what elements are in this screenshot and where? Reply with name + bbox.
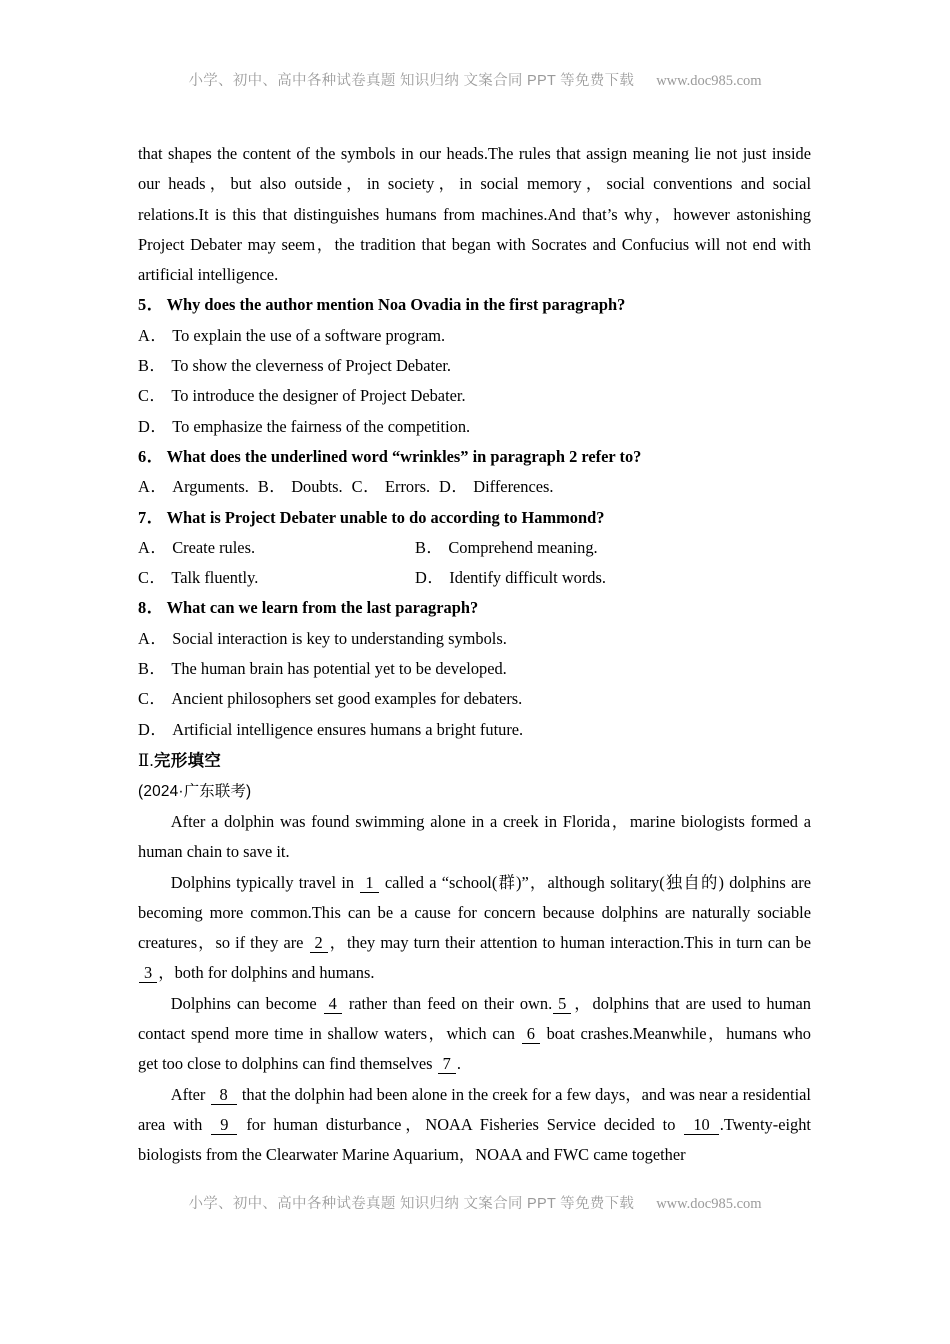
document-content [138, 139, 811, 1171]
section-heading-cloze [138, 745, 811, 777]
option-text: To emphasize the fairness of the competition. [172, 416, 471, 436]
cloze-blank-2[interactable]: 2 [310, 933, 328, 953]
option-text: Create rules. [172, 537, 256, 557]
question-8-number: 8． [138, 598, 164, 618]
cloze-text: .Twenty-eight biologists from the Clearwater Marine Aquarium，NOAA and FWC came together [138, 1114, 811, 1165]
cloze-blank-4[interactable]: 4 [324, 994, 342, 1014]
cloze-text: ，dolphins that are used to human contact spend more time in shallow waters，which can [138, 993, 811, 1044]
option-letter: B． [138, 356, 167, 376]
header-watermark-url: www.doc985.com [656, 73, 762, 89]
question-6-option-c[interactable] [352, 477, 430, 496]
cloze-text: Dolphins can become [170, 993, 317, 1013]
cloze-paragraph-1: After a dolphin was found swimming alone in a creek in Florida，marine biologists formed a human chain to save it. [138, 811, 811, 862]
option-letter: D． [415, 568, 445, 588]
option-letter: D． [138, 719, 168, 739]
cloze-blank-3[interactable]: 3 [139, 963, 157, 983]
cloze-blank-5[interactable]: 5 [553, 994, 571, 1014]
option-text: Arguments. [172, 477, 249, 497]
question-7-options-row-2 [138, 563, 811, 593]
option-text: To introduce the designer of Project Debater. [171, 386, 466, 406]
question-6-stem-text: What does the underlined word “wrinkles” in paragraph 2 refer to? [166, 446, 642, 466]
question-6-option-a[interactable] [138, 477, 249, 496]
option-text: Social interaction is key to understanding symbols. [172, 628, 507, 648]
option-letter: C． [138, 568, 167, 588]
option-letter: B． [257, 477, 287, 497]
option-letter: C． [351, 477, 380, 497]
question-5-option-b[interactable] [138, 351, 811, 381]
option-letter: A． [138, 477, 168, 497]
option-letter: B． [138, 659, 167, 679]
option-text: Differences. [473, 477, 554, 497]
cloze-text: After [170, 1084, 206, 1104]
option-text: Ancient philosophers set good examples for debaters. [171, 689, 523, 709]
question-6-option-d[interactable] [439, 477, 553, 496]
question-6-number: 6． [138, 446, 164, 466]
option-letter: D． [439, 477, 469, 497]
question-7-stem-text: What is Project Debater unable to do according to Hammond? [166, 507, 605, 527]
reading-passage-continuation: that shapes the content of the symbols in our heads.The rules that assign meaning lie not just inside our heads，but also outside，in society，in social memory，social conventions and social relations.It is this that distinguishes humans from machines.And that’s why，however astonishing Project Debater may seem，the tradition that began with Socrates and Confucius will not end with artificial intelligence. [138, 144, 811, 285]
cloze-paragraph-4 [138, 1080, 811, 1171]
section-source: (2024·广东联考) [138, 782, 252, 800]
cloze-text: called a “school(群)”，although solitary(独自的) dolphins are becoming more common.This can be a cause for concern because dolphins are naturally sociable creatures，so if they are [138, 872, 811, 953]
question-8-option-c[interactable] [138, 684, 811, 714]
question-5-option-c[interactable] [138, 381, 811, 411]
option-text: The human brain has potential yet to be developed. [171, 659, 507, 679]
option-text: Talk fluently. [171, 568, 259, 588]
question-8-option-d[interactable] [138, 715, 811, 745]
option-text: Artificial intelligence ensures humans a bright future. [172, 719, 524, 739]
cloze-blank-6[interactable]: 6 [522, 1024, 540, 1044]
option-text: To explain the use of a software program. [172, 325, 446, 345]
cloze-text: boat crashes.Meanwhile，humans who get too close to dolphins can find themselves [138, 1024, 811, 1074]
option-letter: C． [138, 386, 167, 406]
cloze-paragraph-3 [138, 989, 811, 1080]
option-letter: D． [138, 416, 168, 436]
footer-watermark-url: www.doc985.com [656, 1196, 762, 1212]
section-separator: . [149, 750, 155, 770]
section-title: 完形填空 [154, 751, 222, 770]
cloze-blank-8[interactable]: 8 [211, 1085, 237, 1105]
option-text: To show the cleverness of Project Debater. [171, 356, 452, 376]
question-5-option-d[interactable] [138, 412, 811, 442]
cloze-text: Dolphins typically travel in [170, 872, 355, 892]
question-7-option-d[interactable] [415, 563, 811, 593]
option-letter: B． [415, 537, 444, 557]
header-watermark-text: 小学、初中、高中各种试卷真题 知识归纳 文案合同 PPT 等免费下载 [188, 73, 635, 89]
question-7-option-a[interactable] [138, 533, 415, 563]
question-6-option-b[interactable] [258, 477, 343, 496]
cloze-blank-7[interactable]: 7 [438, 1054, 456, 1074]
option-letter: C． [138, 689, 167, 709]
cloze-blank-1[interactable]: 1 [360, 873, 378, 893]
cloze-text: for human disturbance，NOAA Fisheries Service decided to [246, 1114, 676, 1134]
question-5-stem-text: Why does the author mention Noa Ovadia in the first paragraph? [166, 295, 626, 315]
question-7-stem [138, 503, 811, 533]
option-text: Errors. [384, 477, 431, 497]
cloze-text: . [456, 1054, 461, 1074]
question-8-option-a[interactable] [138, 624, 811, 654]
header-watermark [0, 69, 950, 90]
question-5-stem [138, 290, 811, 320]
question-7-option-b[interactable] [415, 533, 811, 563]
question-7-options-row-1 [138, 533, 811, 563]
option-letter: A． [138, 325, 168, 345]
question-5-number: 5． [138, 295, 164, 315]
question-7-number: 7． [138, 507, 164, 527]
cloze-text: rather than feed on their own. [348, 993, 553, 1013]
option-text: Doubts. [291, 477, 343, 497]
footer-watermark [0, 1192, 950, 1213]
question-8-option-b[interactable] [138, 654, 811, 684]
cloze-blank-9[interactable]: 9 [211, 1115, 237, 1135]
footer-watermark-text: 小学、初中、高中各种试卷真题 知识归纳 文案合同 PPT 等免费下载 [188, 1196, 635, 1212]
question-7-option-c[interactable] [138, 563, 415, 593]
question-8-stem [138, 593, 811, 623]
option-letter: A． [138, 628, 168, 648]
cloze-text: ，they may turn their attention to human interaction.This in turn can be [328, 933, 811, 953]
question-8-stem-text: What can we learn from the last paragraph? [166, 598, 479, 618]
cloze-text: ，both for dolphins and humans. [158, 963, 375, 983]
question-5-option-a[interactable] [138, 321, 811, 351]
cloze-paragraph-2 [138, 868, 811, 989]
question-6-options [138, 472, 811, 502]
option-text: Identify difficult words. [449, 568, 606, 588]
question-6-stem [138, 442, 811, 472]
section-roman-numeral: Ⅱ [138, 750, 150, 770]
option-text: Comprehend meaning. [448, 537, 598, 557]
cloze-blank-10[interactable]: 10 [684, 1115, 718, 1135]
option-letter: A． [138, 537, 168, 557]
cloze-text: that the dolphin had been alone in the creek for a few days，and was near a residential area with [138, 1084, 811, 1134]
